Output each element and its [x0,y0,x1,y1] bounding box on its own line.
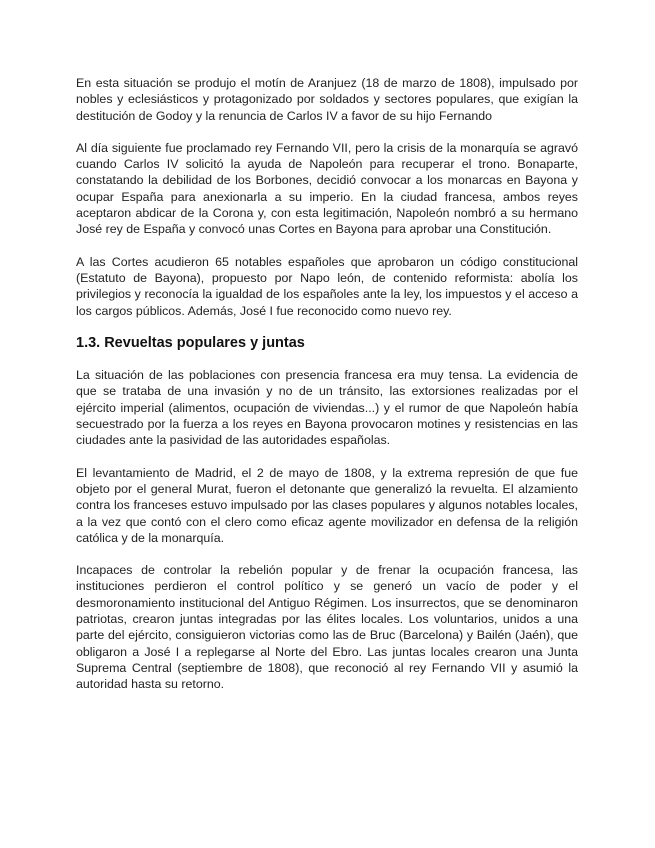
document-page [76,75,578,709]
paragraph-juntas: Incapaces de controlar la rebelión popular y de frenar la ocupación francesa, las instituciones perdieron el control político y se generó un vacío de poder y el desmoronamiento institucional del Antiguo Régimen. Los insurrectos, que se denominaron patriotas, crearon juntas integradas por las élites locales. Los voluntarios, unidos a una parte del ejército, consiguieron victorias como las de Bruc (Barcelona) y Bailén (Jaén), que obligaron a José I a replegarse al Norte del Ebro. Las juntas locales crearon una Junta Suprema Central (septiembre de 1808), que reconoció al rey Fernando VII y asumió la autoridad hasta su retorno. [76,563,578,692]
paragraph-situacion-poblaciones: La situación de las poblaciones con presencia francesa era muy tensa. La evidencia de que se trataba de una invasión y no de un tránsito, las extorsiones realizadas por el ejército imperial (alimentos, ocupación de viviendas...) y el rumor de que Napoleón había secuestrado por la fuerza a los reyes en Bayona provocaron motines y resistencias en las ciudades ante la pasividad de las autoridades españolas. [76,368,578,448]
paragraph-fernando-vii: Al día siguiente fue proclamado rey Fernando VII, pero la crisis de la monarquía se agravó cuando Carlos IV solicitó la ayuda de Napoleón para recuperar el trono. Bonaparte, constatando la debilidad de los Borbones, decidió convocar a los monarcas en Bayona y ocupar España para anexionarla a su imperio. En la ciudad francesa, ambos reyes aceptaron abdicar de la Corona y, con esta legitimación, Napoleón nombró a su hermano José rey de España y convocó unas Cortes en Bayona para aprobar una Constitución. [76,140,578,237]
section-heading: 1.3. Revueltas populares y juntas [76,334,305,351]
paragraph-motin-aranjuez: En esta situación se produjo el motín de Aranjuez (18 de marzo de 1808), impulsado por nobles y eclesiásticos y protagonizado por soldados y sectores populares, que exigían la destitución de Godoy y la renuncia de Carlos IV a favor de su hijo Fernando [76,76,578,123]
paragraph-levantamiento-madrid: El levantamiento de Madrid, el 2 de mayo de 1808, y la extrema represión de que fue objeto por el general Murat, fueron el detonante que generalizó la revuelta. El alzamiento contra los franceses estuvo impulsado por las clases populares y algunos notables locales, a la vez que contó con el clero como eficaz agente movilizador en defensa de la religión católica y de la monarquía. [76,465,578,545]
paragraph-cortes-bayona: A las Cortes acudieron 65 notables españoles que aprobaron un código constitucional (Estatuto de Bayona), propuesto por Napo león, de contenido reformista: abolía los privilegios y reconocía la igualdad de los españoles ante la ley, los impuestos y el acceso a los cargos públicos. Además, José I fue reconocido como nuevo rey. [76,254,578,318]
